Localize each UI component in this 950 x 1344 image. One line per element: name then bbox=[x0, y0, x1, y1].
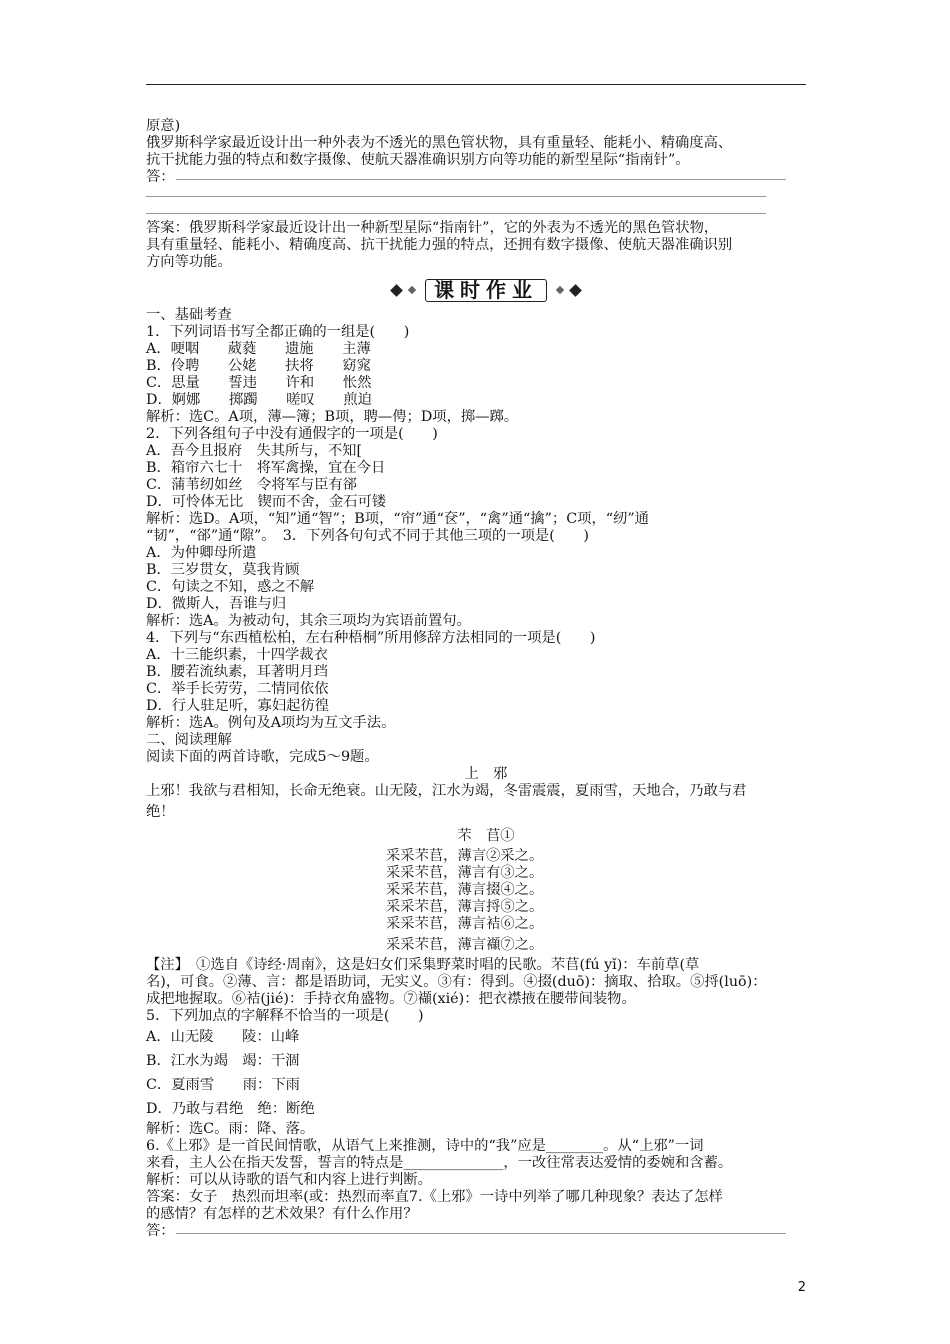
text-line: D．行人驻足听，寡妇起彷徨 bbox=[146, 698, 330, 714]
text-line: 一、基础考查 bbox=[146, 307, 232, 323]
poem-line: 采采芣苢，薄言有③之。 bbox=[386, 865, 544, 881]
diamond-icon bbox=[556, 286, 564, 294]
poem-line: 采采芣苢，薄言捋⑤之。 bbox=[386, 899, 544, 915]
text-line: 阅读下面的两首诗歌，完成5～9题。 bbox=[146, 749, 379, 765]
question-line: 来看，主人公在指天发誓，誓言的特点是______________，一改往常表达爱情的委婉和含蓄。 bbox=[146, 1155, 733, 1171]
answer-blank-line[interactable] bbox=[146, 169, 826, 186]
blank-underline bbox=[176, 179, 786, 180]
answer-label: 答： bbox=[146, 169, 175, 185]
option-line: D．乃敢与君绝 绝：断绝 bbox=[146, 1101, 315, 1117]
poem-line: 采采芣苢，薄言袺⑥之。 bbox=[386, 916, 544, 932]
answer-text: 答案：女子 热烈而坦率(或：热烈而率直7.《上邪》一诗中列举了哪几种现象？表达了怎样 bbox=[146, 1189, 723, 1205]
text-line: D．可怜体无比 锲而不舍，金石可镂 bbox=[146, 494, 387, 510]
poem-line: 绝！ bbox=[146, 804, 175, 820]
text-line: D．婀娜 掷躅 嗟叹 煎迫 bbox=[146, 392, 372, 408]
text-line: 解析：选A。为被动句，其余三项均为宾语前置句。 bbox=[146, 613, 471, 629]
analysis-line: 解析：可以从诗歌的语气和内容上进行判断。 bbox=[146, 1172, 432, 1188]
text-line: B．箱帘六七十 将军禽操，宜在今日 bbox=[146, 460, 386, 476]
page-content bbox=[146, 118, 826, 1240]
poem-line: 采采芣苢，薄言襭⑦之。 bbox=[386, 937, 544, 953]
text-line: 解析：选D。A项，“知”通“智”；B项，“帘”通“奁”，“禽”通“擒”；C项，“纫”通 bbox=[146, 511, 649, 527]
text-line: C．思量 誓违 许和 怅然 bbox=[146, 375, 372, 391]
poem-title: 芣 苢① bbox=[457, 828, 515, 844]
text-line: 俄罗斯科学家最近设计出一种外表为不透光的黑色管状物，具有重量轻、能耗小、精确度高、 bbox=[146, 135, 733, 151]
page-number: 2 bbox=[797, 1280, 806, 1295]
option-line: B．江水为竭 竭：干涸 bbox=[146, 1053, 300, 1069]
question-line: 5．下列加点的字解释不恰当的一项是( ) bbox=[146, 1008, 424, 1024]
answer-blank-line[interactable] bbox=[146, 1223, 826, 1240]
answer-blank-line[interactable] bbox=[146, 203, 826, 220]
blank-underline bbox=[146, 213, 766, 214]
analysis-line: 解析：选C。雨：降、落。 bbox=[146, 1121, 315, 1137]
text-line: 二、阅读理解 bbox=[146, 732, 232, 748]
text-line: B．腰若流纨素，耳著明月珰 bbox=[146, 664, 329, 680]
text-line: C．举手长劳劳，二情同依依 bbox=[146, 681, 329, 697]
note-line: 成把地握取。⑥袺(jié)：手持衣角盛物。⑦襭(xié)：把衣襟掖在腰带间装物。 bbox=[146, 991, 636, 1007]
poem-line: 采采芣苢，薄言②采之。 bbox=[386, 848, 544, 864]
text-line: A．吾今且报府 失其所与，不知[ bbox=[146, 443, 363, 459]
answer-blank-line[interactable] bbox=[146, 186, 826, 203]
text-line: A．为仲卿母所遣 bbox=[146, 545, 257, 561]
answer-text: 方向等功能。 bbox=[146, 254, 232, 270]
diamond-icon bbox=[408, 286, 416, 294]
poem-line: 采采芣苢，薄言掇④之。 bbox=[386, 882, 544, 898]
text-line: 2．下列各组句子中没有通假字的一项是( ) bbox=[146, 426, 438, 442]
text-line: B．三岁贯女，莫我肯顾 bbox=[146, 562, 300, 578]
text-line: C．蒲苇纫如丝 令将军与臣有郤 bbox=[146, 477, 358, 493]
question-line: 的感情？有怎样的艺术效果？有什么作用？ bbox=[146, 1206, 418, 1222]
diamond-icon bbox=[390, 284, 403, 297]
text-line: A．哽咽 葳蕤 遗施 主薄 bbox=[146, 341, 371, 357]
header-rule bbox=[146, 84, 806, 85]
answer-text: 答案：俄罗斯科学家最近设计出一种新型星际“指南针”，它的外表为不透光的黑色管状物， bbox=[146, 220, 719, 236]
text-line: 抗干扰能力强的特点和数字摄像、使航天器准确识别方向等功能的新型星际“指南针”。 bbox=[146, 152, 690, 168]
blank-underline bbox=[176, 1233, 786, 1234]
answer-text: 具有重量轻、能耗小、精确度高、抗干扰能力强的特点，还拥有数字摄像、使航天器准确识别 bbox=[146, 237, 733, 253]
text-line: 1．下列词语书写全都正确的一组是( ) bbox=[146, 324, 410, 340]
answer-label: 答： bbox=[146, 1223, 175, 1239]
text-line: C．句读之不知，惑之不解 bbox=[146, 579, 315, 595]
note-line: 名)，可食。②薄、言：都是语助词，无实义。③有：得到。④掇(duō)：摘取、拾取。⑤捋(luō)： bbox=[146, 974, 767, 990]
text-line: 解析：选C。A项，薄—簿；B项，聘—俜；D项，掷—踯。 bbox=[146, 409, 519, 425]
note-line: 【注】 ①选自《诗经·周南》，这是妇女们采集野菜时唱的民歌。芣苢(fú yǐ)：车前草(草 bbox=[146, 957, 700, 973]
poem-line: 上邪！我欲与君相知，长命无绝衰。山无陵，江水为竭，冬雷震震，夏雨雪，天地合，乃敢与君 bbox=[146, 783, 747, 799]
banner-title: 课时作业 bbox=[425, 279, 547, 302]
option-line: A．山无陵 陵：山峰 bbox=[146, 1029, 300, 1045]
question-line: 6.《上邪》是一首民间情歌，从语气上来推测，诗中的“我”应是________。从“上邪”一词 bbox=[146, 1138, 704, 1154]
text-line: “韧”，“郤”通“隙”。 3．下列各句句式不同于其他三项的一项是( ) bbox=[146, 528, 589, 544]
text-line: 4．下列与“东西植松柏，左右种梧桐”所用修辞方法相同的一项是( ) bbox=[146, 630, 596, 646]
poem-title: 上 邪 bbox=[464, 766, 508, 782]
text-line: B．伶聘 公姥 扶将 窈窕 bbox=[146, 358, 371, 374]
text-line: D．微斯人，吾谁与归 bbox=[146, 596, 287, 612]
text-line: A．十三能织素，十四学裁衣 bbox=[146, 647, 328, 663]
diamond-icon bbox=[569, 284, 582, 297]
section-banner bbox=[146, 275, 826, 305]
blank-underline bbox=[146, 196, 766, 197]
option-line: C．夏雨雪 雨：下雨 bbox=[146, 1077, 300, 1093]
text-line: 原意) bbox=[146, 118, 181, 134]
text-line: 解析：选A。例句及A项均为互文手法。 bbox=[146, 715, 396, 731]
